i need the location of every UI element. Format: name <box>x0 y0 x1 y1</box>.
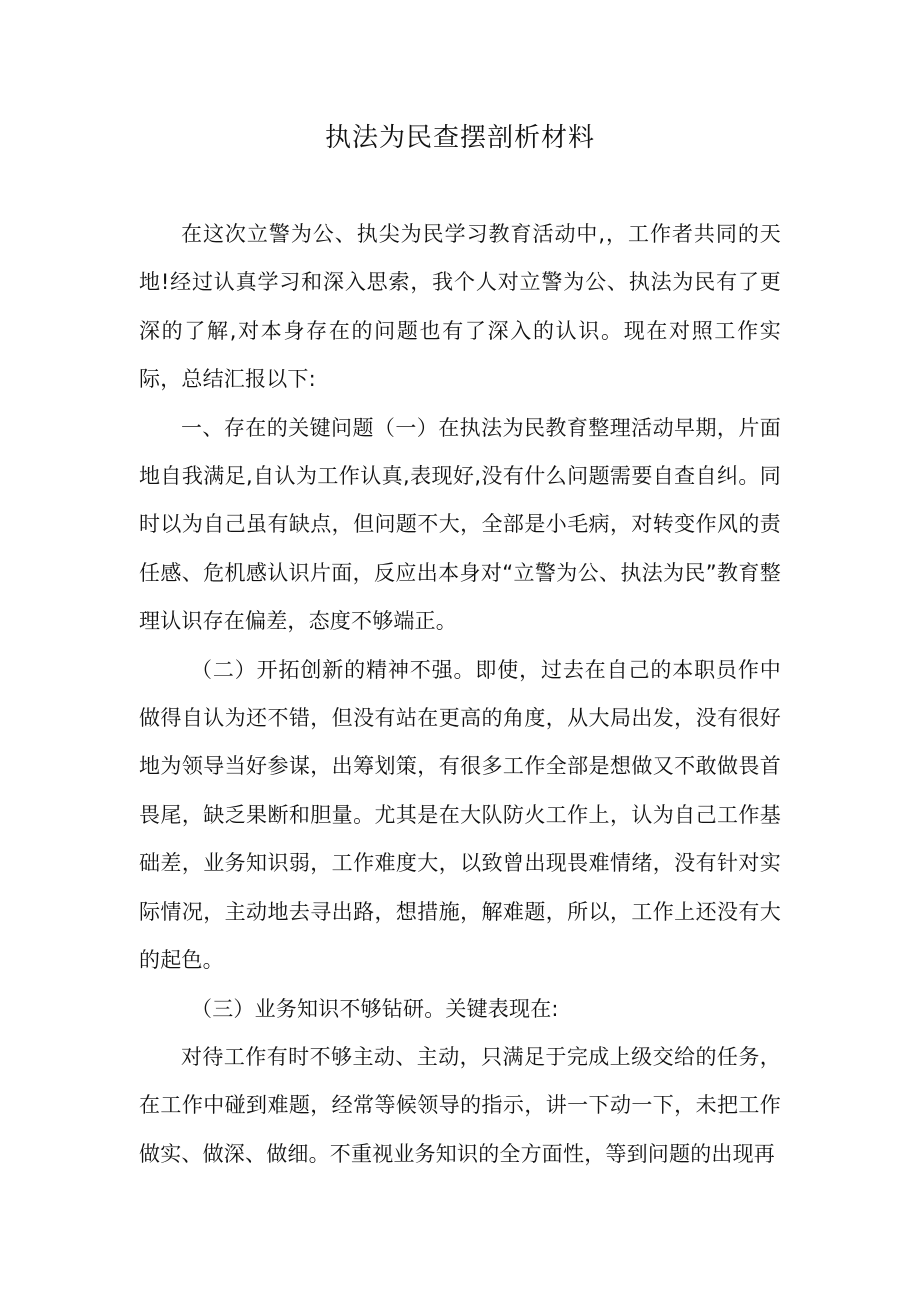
paragraph-problem-1: 一、存在的关键问题（一）在执法为民教育整理活动早期，片面地自我满足,自认为工作认真,表现好,没有什么问题需要自查自纠。同时以为自己虽有缺点，但问题不大，全部是小毛病，对转变作风的责任感、危机感认识片面，反应出本身对“立警为公、执法为民”教育整理认识存在偏差，态度不够端正。 <box>139 415 781 634</box>
document-title: 执法为民查摆剖析材料 <box>324 123 595 153</box>
document-body <box>139 210 781 1178</box>
paragraph-intro: 在这次立警为公、执尖为民学习教育活动中,，工作者共同的天地!经过认真学习和深入思索，我个人对立警为公、执法为民有了更深的了解,对本身存在的问题也有了深入的认识。现在对照工作实际，总结汇报以下: <box>139 222 781 392</box>
paragraph-problem-3-heading: （三）业务知识不够钻研。关键表现在: <box>191 996 559 1021</box>
paragraph-problem-2: （二）开拓创新的精神不强。即使，过去在自己的本职员作中做得自认为还不错，但没有站在更高的角度，从大局出发，没有很好地为领导当好参谋，出筹划策，有很多工作全部是想做又不敢做畏首畏尾，缺乏果断和胆量。尤其是在大队防火工作上，认为自己工作基础差，业务知识弱，工作难度大，以致曾出现畏难情绪，没有针对实际情况，主动地去寻出路，想措施，解难题，所以，工作上还没有大的起色。 <box>139 657 781 973</box>
paragraph-problem-3-detail: 对待工作有时不够主动、主动，只满足于完成上级交给的任务，在工作中碰到难题，经常等候领导的指示，讲一下动一下，未把工作做实、做深、做细。不重视业务知识的全方面性，等到问题的出现再 <box>139 1044 781 1166</box>
